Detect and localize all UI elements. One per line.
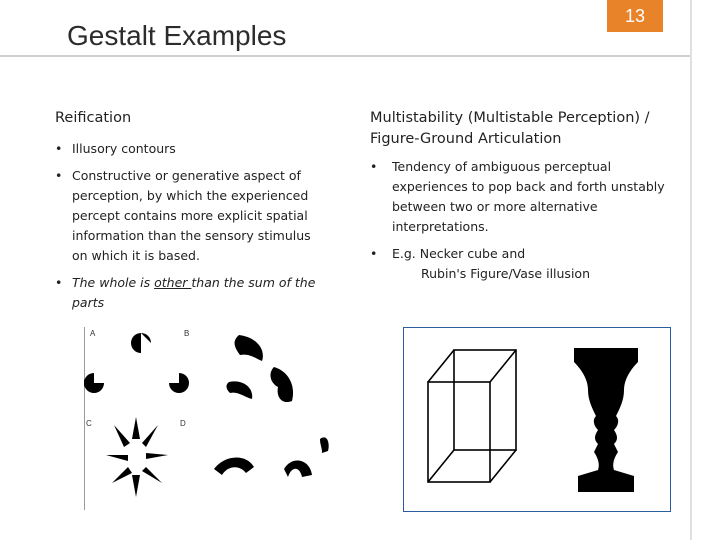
label-c: C — [86, 419, 92, 428]
necker-cube — [428, 350, 516, 482]
italic-text-after: than the sum of the parts — [72, 275, 316, 310]
blob-shape — [235, 335, 263, 361]
title-divider — [0, 55, 690, 57]
bullet-dot: • — [370, 246, 378, 261]
reification-bullets — [55, 139, 330, 313]
label-d: D — [180, 419, 186, 428]
spike-shape — [132, 475, 140, 497]
bullet-dot: • — [370, 159, 378, 174]
bullet-item — [55, 273, 330, 313]
bullet-item — [55, 139, 330, 159]
spike-shape — [132, 417, 140, 439]
slide-edge-rule — [690, 0, 692, 540]
label-b: B — [184, 329, 190, 338]
bullet-text: Constructive or generative aspect of perception, by which the experienced percept contains more explicit spatial information than the sensory stimulus on which it is based. — [72, 168, 311, 263]
label-a: A — [90, 329, 96, 338]
necker-rubin-figure — [403, 327, 671, 512]
spike-shape — [114, 425, 130, 447]
pacman-shape — [84, 373, 104, 393]
bullet-text: Illusory contours — [72, 141, 176, 156]
bullet-text: Tendency of ambiguous perceptual experiences to pop back and forth unstably between two or more alternative interpretations. — [392, 159, 665, 234]
reification-heading: Reification — [55, 110, 132, 126]
bullet-text-continued: Rubin's Figure/Vase illusion — [421, 266, 590, 281]
underlined-word: other — [154, 275, 192, 290]
spike-shape — [142, 467, 162, 483]
slide-title: Gestalt Examples — [67, 20, 287, 51]
italic-text-before: The whole is — [72, 275, 155, 290]
multistability-section — [370, 108, 690, 291]
spike-shape — [142, 425, 158, 447]
slide-number-badge: 13 — [607, 0, 663, 32]
bullet-item — [370, 157, 690, 237]
illusory-contours-svg — [84, 327, 330, 510]
pacman-shape — [131, 333, 151, 353]
arc-shape — [320, 437, 329, 453]
blob-shape — [271, 367, 294, 402]
spike-shape — [106, 455, 128, 461]
bullet-dot: • — [55, 168, 63, 183]
spike-shape — [112, 467, 132, 483]
spike-shape — [146, 453, 168, 459]
blob-shape — [226, 381, 252, 399]
necker-rubin-svg — [404, 328, 670, 511]
arc-shape — [214, 457, 254, 475]
bullet-text: E.g. Necker cube and — [392, 246, 526, 261]
bullet-item — [55, 166, 330, 266]
bullet-dot: • — [55, 141, 63, 156]
reification-section — [55, 108, 330, 320]
illusory-contours-figure — [84, 327, 330, 510]
pacman-shape — [169, 373, 189, 393]
arc-shape — [284, 460, 312, 477]
rubin-vase — [574, 348, 638, 492]
multistability-bullets — [370, 157, 690, 284]
multistability-heading: Multistability (Multistable Perception) / Figure-Ground Articulation — [370, 110, 650, 147]
bullet-text — [72, 273, 330, 313]
bullet-item — [370, 244, 690, 284]
bullet-dot: • — [55, 275, 63, 290]
